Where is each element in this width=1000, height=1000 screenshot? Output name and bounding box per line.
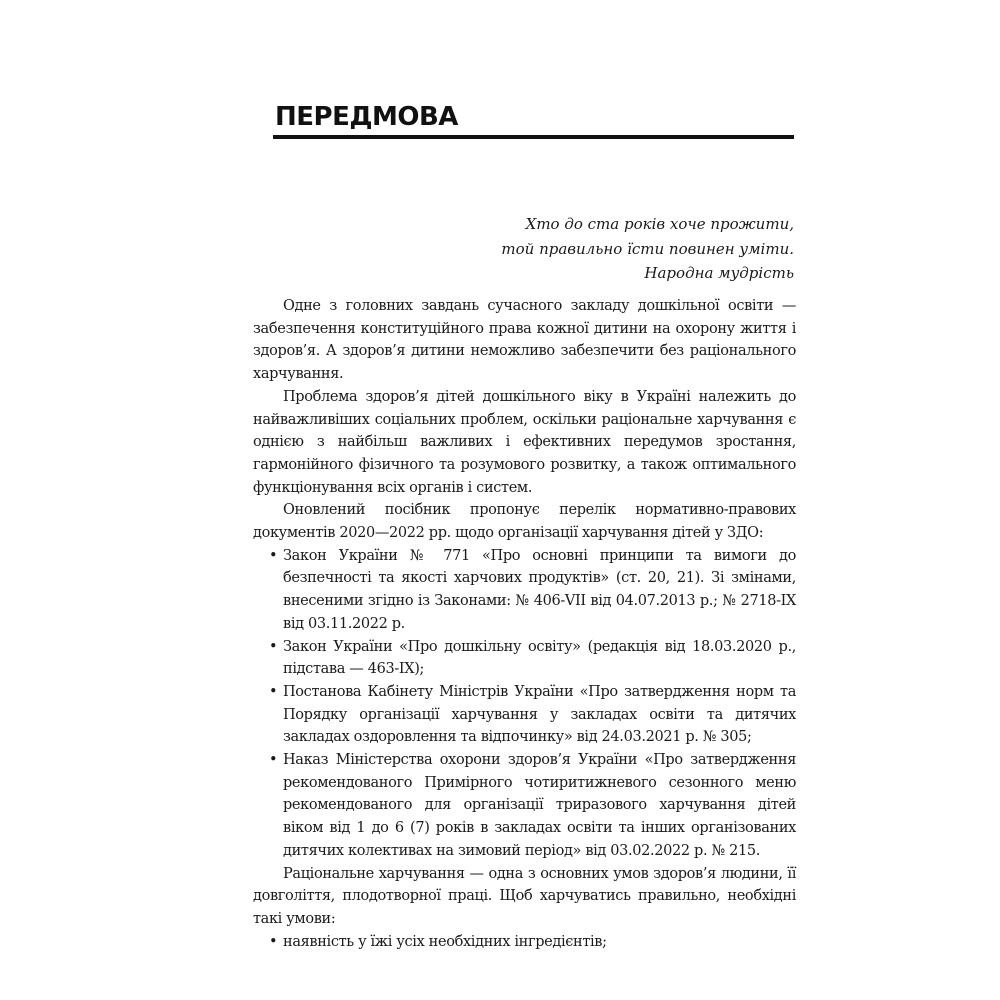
bullet-icon: • bbox=[269, 933, 278, 950]
page-heading bbox=[273, 100, 794, 142]
bullet-icon: • bbox=[269, 752, 278, 769]
condition-text: наявність у їжі усіх необхідних інгредієнтів; bbox=[283, 933, 607, 950]
document-text: Закон України № 771 «Про основні принципи та вимоги до безпечності та якості харчових продуктів» (ст. 20, 21). Зі змінами, внесеними згідно із Законами: № 406-VII від 04.07.2013 р.; № 2718-IX від 03.11.2022 р. bbox=[283, 547, 796, 632]
conditions-list bbox=[253, 931, 796, 954]
list-item bbox=[253, 545, 796, 636]
paragraph-closing: Раціональне харчування — одна з основних умов здоров’я людини, її довголіття, плодотворної праці. Щоб харчуватись правильно, необхідні такі умови: bbox=[253, 865, 796, 927]
paragraph-intro: Одне з головних завдань сучасного закладу дошкільної освіти — забезпечення конституційного права кожної дитини на охорону життя і здоров’я. А здоров’я дитини неможливо забезпечити без раціонального харчування. bbox=[253, 298, 796, 383]
epigraph bbox=[440, 212, 794, 286]
list-item bbox=[253, 931, 796, 954]
bullet-icon: • bbox=[269, 547, 278, 564]
list-item bbox=[253, 681, 796, 749]
epigraph-line: Хто до ста років хоче прожити, bbox=[525, 215, 794, 233]
heading-underline bbox=[273, 135, 794, 139]
document-text: Постанова Кабінету Міністрів України «Про затвердження норм та Порядку організації харчування у закладах освіти та дитячих закладах оздоровлення та відпочинку» від 24.03.2021 р. № 305; bbox=[283, 683, 796, 746]
heading-title: ПЕРЕДМОВА bbox=[275, 102, 458, 132]
epigraph-attribution: Народна мудрість bbox=[644, 264, 794, 282]
body-text bbox=[253, 295, 796, 953]
epigraph-line: той правильно їсти повинен уміти. bbox=[501, 239, 794, 258]
list-item bbox=[253, 636, 796, 681]
bullet-icon: • bbox=[269, 683, 278, 700]
paragraph-documents-intro: Оновлений посібник пропонує перелік нормативно-правових документів 2020—2022 рр. щодо організації харчування дітей у ЗДО: bbox=[253, 502, 796, 542]
document-text: Наказ Міністерства охорони здоров’я України «Про затвердження рекомендованого Примірного чотиритижневого сезонного меню рекомендованого для організації триразового харчування дітей віком від 1 до 6 (7) років в закладах освіти та інших організованих дитячих колективах на зимовий період» від 03.02.2022 р. № 215. bbox=[283, 752, 796, 859]
bullet-icon: • bbox=[269, 638, 278, 655]
list-item bbox=[253, 749, 796, 863]
documents-list bbox=[253, 545, 796, 863]
paragraph-problem: Проблема здоров’я дітей дошкільного віку в Україні належить до найважливіших соціальних проблем, оскільки раціональне харчування є однією з найбільш важливих і ефективних передумов зростання, гармонійного фізичного та розумового розвитку, а також оптимального функціонування всіх органів і систем. bbox=[253, 388, 796, 496]
document-text: Закон України «Про дошкільну освіту» (редакція від 18.03.2020 р., підстава — 463-IX); bbox=[283, 638, 796, 678]
